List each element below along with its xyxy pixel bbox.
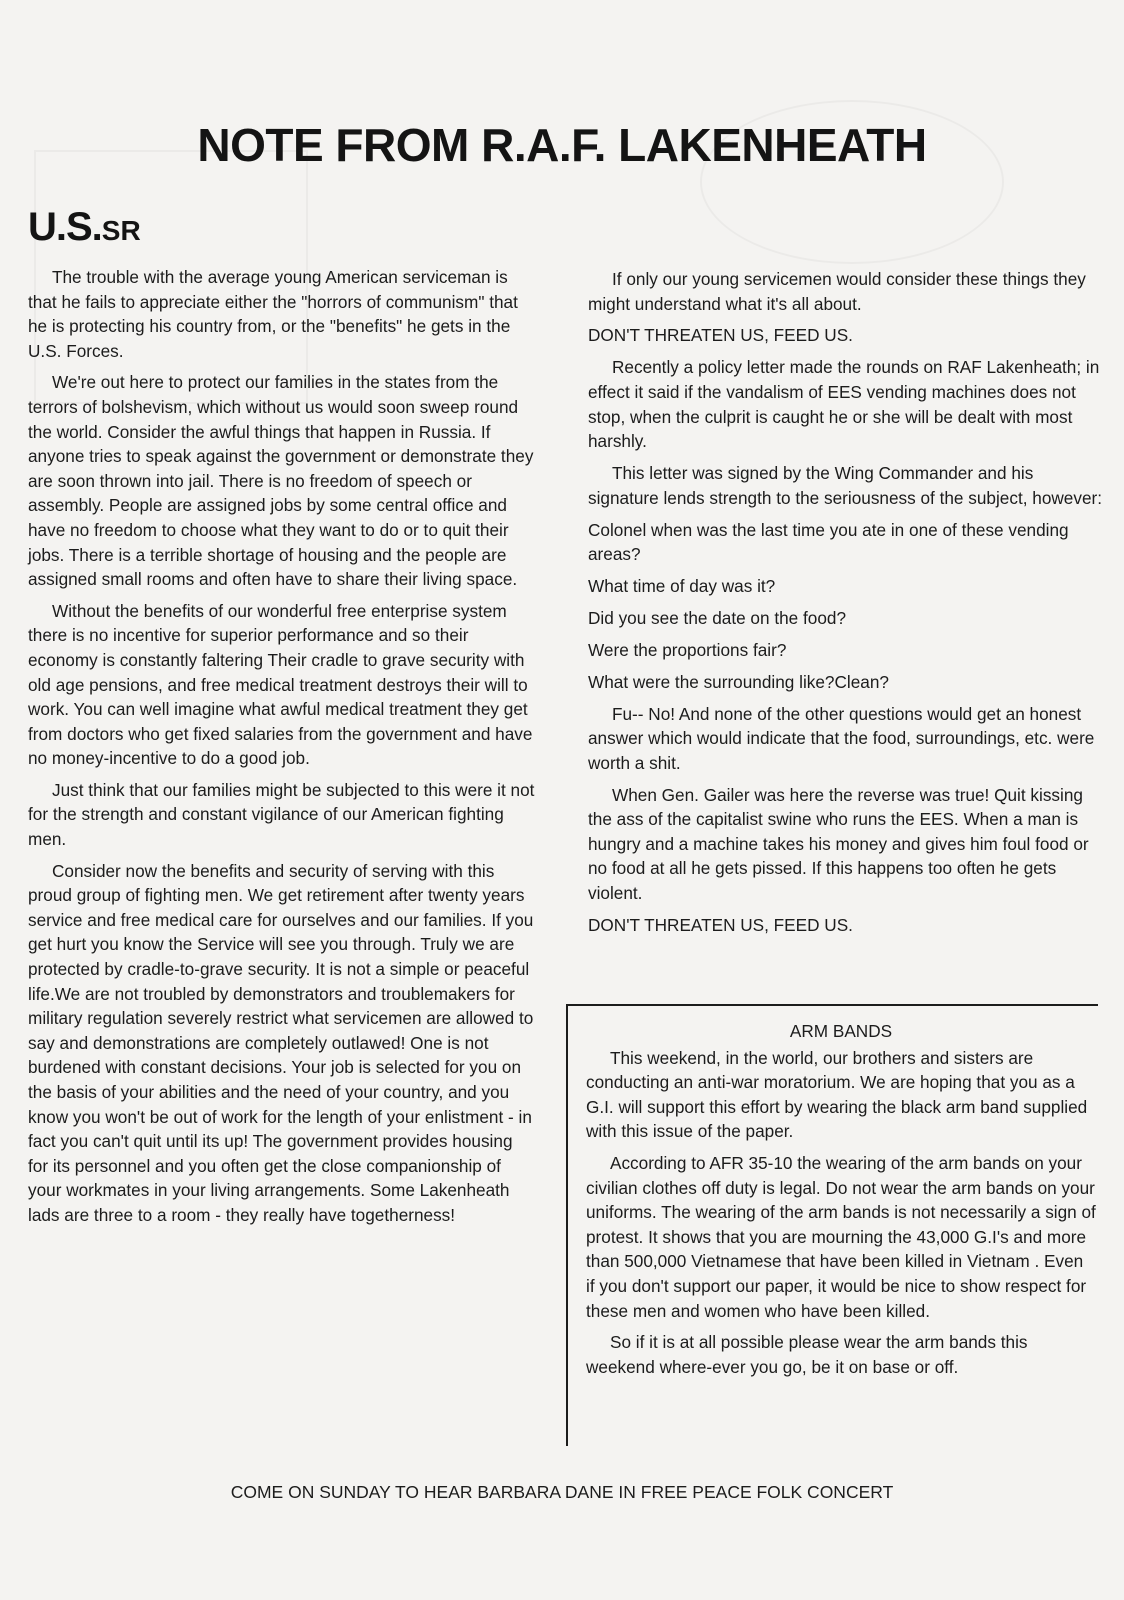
left-column xyxy=(28,265,536,1235)
arm-bands-paragraph: So if it is at all possible please wear the arm bands this weekend where-ever you go, be it on base or off. xyxy=(586,1332,1028,1377)
question: What time of day was it? xyxy=(588,576,776,597)
right-paragraph: If only our young servicemen would consider these things they might understand what it's all about. xyxy=(588,269,1086,314)
ussr-suffix: SR xyxy=(101,215,141,246)
question: Colonel when was the last time you ate in one of these vending areas? xyxy=(588,519,1069,565)
slogan: DON'T THREATEN US, FEED US. xyxy=(588,325,853,346)
question: Were the proportions fair? xyxy=(588,639,787,660)
left-paragraph: Without the benefits of our wonderful free enterprise system there is no incentive for superior performance and so their economy is constantly faltering Their cradle to grave security with old age pensions, and free medical treatment destroys their will to work. You can well imagine what awful medical treatment they get from doctors who get fixed salaries from the government and have no money-incentive to do a good job. xyxy=(28,600,533,769)
arm-bands-title: ARM BANDS xyxy=(789,1021,893,1041)
right-paragraph: This letter was signed by the Wing Commander and his signature lends strength to the seriousness of the subject, however: xyxy=(588,463,1103,508)
section-title-ussr xyxy=(28,205,141,250)
left-paragraph: The trouble with the average young American serviceman is that he fails to appreciate either the "horrors of communism" that he is protecting his country from, or the "benefits" he gets in the U.S. Forces. xyxy=(28,267,518,361)
arm-bands-paragraph: According to AFR 35-10 the wearing of the arm bands on your civilian clothes off duty is legal. Do not wear the arm bands on your uniforms. The wearing of the arm bands is not necessarily a sign of protest. It shows that you are mourning the 43,000 G.I's and more than 500,000 Vietnamese that have been killed in Vietnam . Even if you don't support our paper, it would be nice to show respect for these men and women who have been killed. xyxy=(586,1152,1096,1321)
footer-announcement: COME ON SUNDAY TO HEAR BARBARA DANE IN FREE PEACE FOLK CONCERT xyxy=(230,1482,894,1502)
right-column xyxy=(588,267,1106,945)
page-headline: NOTE FROM R.A.F. LAKENHEATH xyxy=(197,119,927,171)
question: What were the surrounding like?Clean? xyxy=(588,671,889,692)
arm-bands-paragraph: This weekend, in the world, our brothers and sisters are conducting an anti-war moratorium. We are hoping that you as a G.I. will support this effort by wearing the black arm band supplied with this issue of the paper. xyxy=(586,1047,1088,1142)
right-paragraph: Recently a policy letter made the rounds on RAF Lakenheath; in effect it said if the vandalism of EES vending machines does not stop, when the culprit is caught he or she will be dealt with most harshly. xyxy=(588,357,1100,452)
ussr-main: U.S. xyxy=(28,205,102,249)
right-paragraph: When Gen. Gailer was here the reverse was true! Quit kissing the ass of the capitalist swine who runs the EES. When a man is hungry and a machine takes his money and gives him foul food or no food at all he gets pissed. If this happens too often he gets violent. xyxy=(588,784,1089,904)
question: Did you see the date on the food? xyxy=(588,607,847,628)
right-paragraph: Fu-- No! And none of the other questions would get an honest answer which would indicate that the food, surroundings, etc. were worth a shit. xyxy=(588,703,1095,773)
left-paragraph: We're out here to protect our families in the states from the terrors of bolshevism, which without us would soon sweep round the world. Consider the awful things that happen in Russia. If anyone tries to speak against the government or demonstrate they are soon thrown into jail. There is no freedom of speech or assembly. People are assigned jobs by some central office and have no freedom to choose what they want to do or to quit their jobs. There is a terrible shortage of housing and the people are assigned small rooms and often have to share their living space. xyxy=(28,372,534,590)
left-paragraph: Consider now the benefits and security of serving with this proud group of fighting men. We get retirement after twenty years service and free medical care for ourselves and our families. If you get hurt you know the Service will see you through. Truly we are protected by cradle-to-grave security. It is not a simple or peaceful life.We are not troubled by demonstrators and troublemakers for military regulation severely restrict what servicemen are allowed to say and demonstrations are completely outlawed! One is not burdened with constant decisions. Your job is selected for you on the basis of your abilities and the need of your country, and you know you won't be out of work for the length of your enlistment - in fact you can't quit until its up! The government provides housing for its personnel and you often get the close companionship of your workmates in your living arrangements. Some Lakenheath lads are three to a room - they really have togetherness! xyxy=(28,860,534,1225)
slogan: DON'T THREATEN US, FEED US. xyxy=(588,914,853,935)
left-paragraph: Just think that our families might be subjected to this were it not for the strength and constant vigilance of our American fighting men. xyxy=(28,779,535,850)
arm-bands-section xyxy=(586,1019,1096,1386)
